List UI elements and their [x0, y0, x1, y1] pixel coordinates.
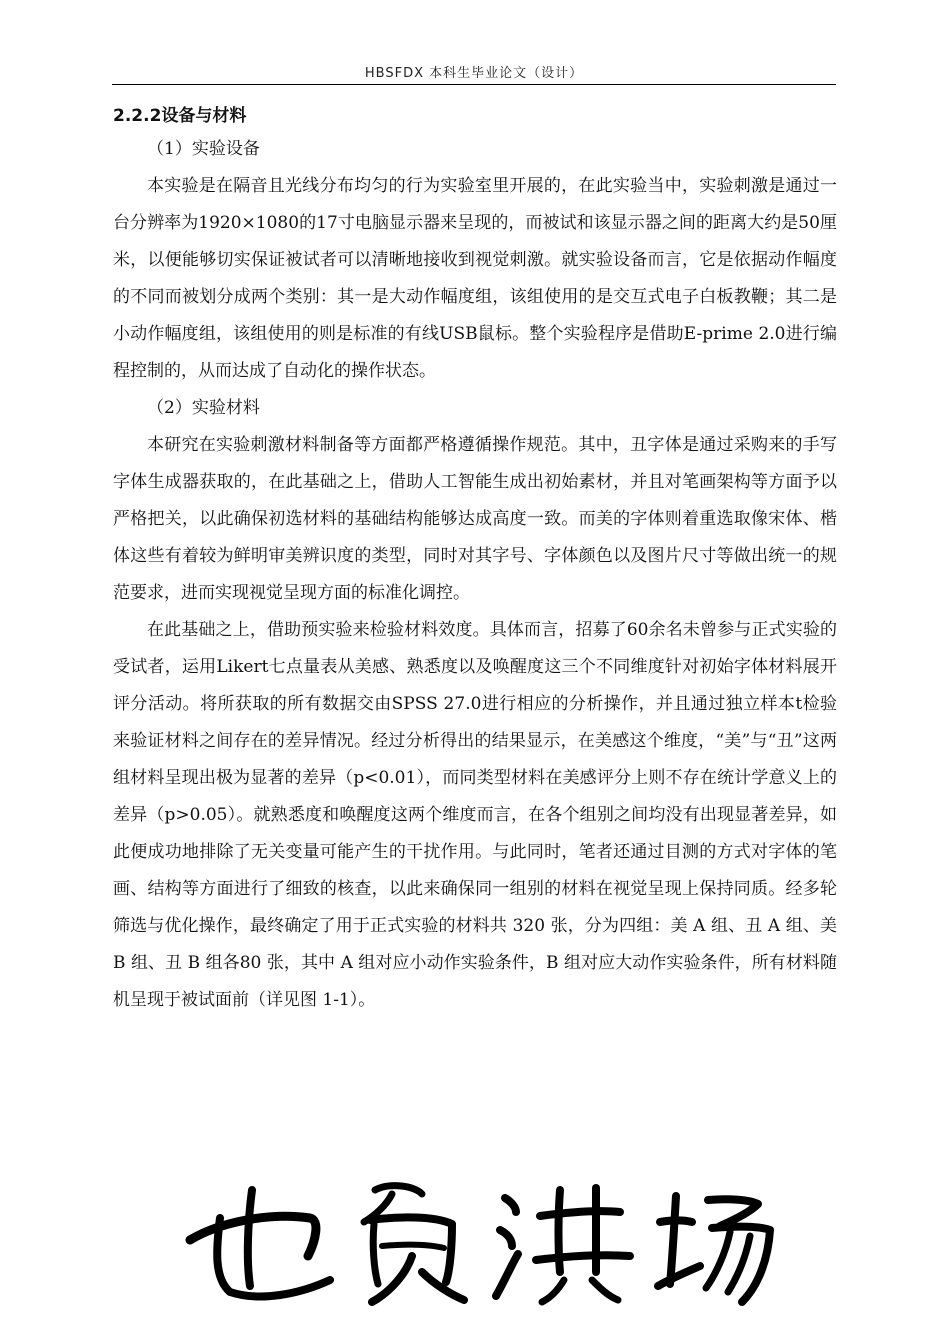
section-heading: 2.2.2设备与材料	[113, 106, 247, 126]
paragraph-pretest: 在此基础之上，借助预实验来检验材料效度。具体而言，招募了60余名未曾参与正式实验的受试者，运用Likert七点量表从美感、熟悉度以及唤醒度这三个不同维度针对初始字体材料展开评分活动。将所获取的所有数据交由SPSS 27.0进行相应的分析操作，并且通过独立样本t检验来验证材料之间存在的差异情况。经过分析得出的结果显示，在美感这个维度，“美”与“丑”这两组材料呈现出极为显著的差异（p<0.01），而同类型材料在美感评分上则不存在统计学意义上的差异（p>0.05）。就熟悉度和唤醒度这两个维度而言，在各个组别之间均没有出现显著差异，如此便成功地排除了无关变量可能产生的干扰作用。与此同时，笔者还通过目测的方式对字体的笔画、结构等方面进行了细致的核查，以此来确保同一组别的材料在视觉呈现上保持同质。经多轮筛选与优化操作，最终确定了用于正式实验的材料共 320 张，分为四组：美 A 组、丑 A 组、美 B 组、丑 B 组各80 张，其中 A 组对应小动作实验条件，B 组对应大动作实验条件，所有材料随机呈现于被试面前（详见图 1-1）。	[113, 620, 837, 1010]
subheading-equipment: （1）实验设备	[147, 139, 260, 159]
calligraphy-image	[160, 1160, 800, 1320]
calligraphy-char-3	[496, 1188, 630, 1302]
calligraphy-char-1	[190, 1190, 330, 1296]
calligraphy-char-4	[658, 1196, 770, 1302]
header-rule	[112, 84, 836, 85]
page-header: HBSFDX 本科生毕业论文（设计）	[364, 66, 584, 81]
main-content	[113, 101, 837, 1019]
calligraphy-char-2	[364, 1186, 464, 1302]
subheading-materials: （2）实验材料	[147, 398, 260, 418]
paragraph-equipment: 本实验是在隔音且光线分布均匀的行为实验室里开展的，在此实验当中，实验刺激是通过一台分辨率为1920×1080的17寸电脑显示器来呈现的，而被试和该显示器之间的距离大约是50厘米，以便能够切实保证被试者可以清晰地接收到视觉刺激。就实验设备而言，它是依据动作幅度的不同而被划分成两个类别：其一是大动作幅度组，该组使用的是交互式电子白板教鞭；其二是小动作幅度组，该组使用的则是标准的有线USB鼠标。整个实验程序是借助E-prime 2.0进行编程控制的，从而达成了自动化的操作状态。	[113, 176, 837, 381]
calligraphy-figure	[160, 1160, 800, 1320]
paragraph-materials: 本研究在实验刺激材料制备等方面都严格遵循操作规范。其中，丑字体是通过采购来的手写字体生成器获取的，在此基础之上，借助人工智能生成出初始素材，并且对笔画架构等方面予以严格把关，以此确保初选材料的基础结构能够达成高度一致。而美的字体则着重选取像宋体、楷体这些有着较为鲜明审美辨识度的类型，同时对其字号、字体颜色以及图片尺寸等做出统一的规范要求，进而实现视觉呈现方面的标准化调控。	[113, 435, 837, 603]
